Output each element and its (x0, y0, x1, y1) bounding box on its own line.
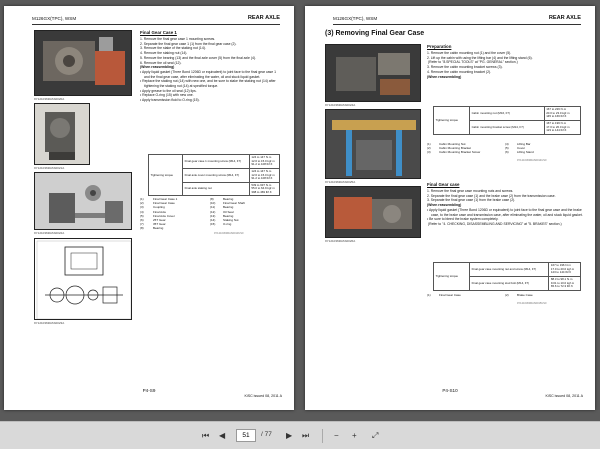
photo-final-gear-case-1 (34, 30, 132, 96)
header-section: REAR AXLE (548, 15, 581, 21)
torque-label: Tightening torque (434, 263, 470, 291)
issued-note: KiSC issued 08, 2011 A (545, 394, 583, 398)
zoom-in-icon[interactable]: + (352, 431, 357, 440)
torque-table (148, 154, 280, 196)
photo-final-gear-case (325, 186, 421, 238)
bullet-item: • Apply liquid gasket (Three Bond 1206D or equivalent) to joint face to the final gear case 1 and the final gear case, after eliminating the water, oil and stuck liquid gasket. (140, 69, 276, 79)
reference-id: 9Y1210363RAS0013US0 (214, 232, 244, 235)
step-item: 2. Separate the final gear case (1) and the brake case (2) from the transmission case. (427, 193, 556, 198)
toolbar-separator (322, 429, 323, 443)
page-header (32, 16, 280, 25)
bullet-item: • Apply liquid gasket (Three Bond 1206D or equivalent) to joint face to the final gear case and the brake case, to the brake case and transmission case, after eliminating the water, oil and stuck liquid gasket. (427, 207, 583, 217)
bullet-item: • Replace O-ring (15) with new one. (140, 93, 194, 98)
torque-value: 167 to 196 N·m 17.0 to 20.0 kgf·m 123 to 144 lbf·ft (549, 263, 581, 277)
preparation-title: Preparation (427, 44, 452, 49)
torque-value: 167 to 196 N·m 17.0 to 20.0 kgf·m 123 to 144 lbf·ft (544, 120, 580, 134)
procedure-preparation (427, 44, 583, 79)
reference-id: 9Y1210363RAS0014US0 (517, 159, 547, 162)
torque-label: Tightening torque (149, 155, 183, 196)
page-footer (4, 388, 294, 400)
reassembling-label: (When reassembling) (427, 203, 462, 208)
manual-page-left (4, 6, 294, 410)
torque-value: 167 to 226 N·m 20.0 to 23.0 kgf·m 145 to 166 lbf·ft (544, 107, 580, 121)
torque-item: Final axle cover mounting screw (M14, F7) (183, 168, 250, 182)
bullet-item: (Refer to "4. CHECKING, DISASSEMBLING AND SERVICING" at "5. BRAKES" section.) (428, 221, 562, 226)
torque-item: Cabin mounting bracket screw (M14, F7) (470, 120, 545, 134)
step-item: 1. Remove the cabin mounting nut (1) and the cover (5). (427, 51, 512, 56)
photo-cabin-mounting (325, 44, 421, 102)
page-number: P4-S10 (442, 388, 458, 393)
step-item: 6. Remove the oil seal (12). (140, 60, 182, 65)
page-total: / 77 (261, 431, 272, 438)
photo-lifting-stand (325, 109, 421, 179)
torque-value: 88.3 to 98.1 N·m 9.01 to 10.0 kgf·m 65.6 to 72.3 lbf·ft (549, 276, 581, 290)
bullet-item: • Apply grease to the oil seal (12) lips. (140, 88, 197, 93)
step-item: 4. Remove the cabin mounting bracket (2). (427, 69, 492, 74)
reassembling-label: (When reassembling) (427, 74, 462, 79)
photo-final-axle (34, 172, 132, 230)
step-list (427, 51, 583, 74)
parts-legend: (1) Final Gear Case 1 (8) Bearing (2) Final Gear Case (10) Final Gear Shaft (3) Coupling (11) Bearing (4) Final Axle (12) Oil Seal (5) Final Axle Cover (13) Bearing (6) 25T Gear (14) Staking Nut (7) 35T Gear (15) O-ring (8) Bearing (140, 197, 245, 231)
next-page-icon[interactable]: ▶ (286, 431, 293, 440)
step-item: 5. Remove the bearing (13) and the final axle cover (5) from the final axle (4). (140, 55, 256, 60)
step-item: 3. Separate the final gear case (1) from the brake case (2). (427, 198, 516, 203)
page-header (333, 16, 581, 25)
page-number: P4-S9 (142, 388, 156, 393)
procedure-title: Final Gear Case 1 (140, 30, 177, 35)
fit-page-icon[interactable]: ⤢ (372, 431, 379, 440)
header-model: M126GX(TPC), WSM (32, 16, 77, 21)
step-item: 2. Separate the final gear case 1 (1) from the final gear case (2). (140, 41, 237, 46)
step-item: 3. Remove the stake of the staking nut (14). (140, 46, 206, 51)
last-page-icon[interactable]: ⏭ (302, 431, 310, 440)
photo-caption: 9Y1210363RAS0023A (34, 321, 65, 325)
photo-final-gear-case-separated (34, 103, 90, 165)
torque-item: Final axle staking nut (183, 182, 250, 196)
issued-note: KiSC issued 08, 2011 A (244, 394, 282, 398)
photo-caption: 9Y1210363RAS0021A (34, 166, 65, 170)
photo-caption: 9Y1210363RAS0024A (325, 103, 356, 107)
step-item: 1. Remove the final gear case 1 mounting screws. (140, 37, 216, 42)
torque-table (433, 262, 581, 291)
procedure-final-gear-case (427, 182, 583, 227)
zoom-out-icon[interactable]: − (334, 431, 339, 440)
prev-page-icon[interactable]: ◀ (219, 431, 226, 440)
step-item: 3. Remove the cabin mounting bracket screws (3). (427, 65, 503, 70)
section-title: (3) Removing Final Gear Case (325, 30, 425, 37)
step-item: (Refer to "8.SPECIAL TOOLS" at "PG. GENERAL" section.) (428, 60, 518, 65)
header-model: M126GX(TPC), WSM (333, 16, 378, 21)
reference-id: 9Y1210363RAS0015US0 (517, 302, 547, 305)
step-item: 4. Remove the staking nut (14). (140, 51, 188, 56)
photo-caption: 9Y1210363RAS0022A (34, 231, 65, 235)
torque-table (433, 106, 581, 135)
page-number-input[interactable] (236, 429, 256, 442)
header-section: REAR AXLE (247, 15, 280, 21)
torque-label: Tightening torque (434, 107, 470, 135)
torque-value: 124 to 147 N·m 12.6 to 15.0 kgf·m 91.2 to 108 lbf·ft (249, 168, 279, 182)
viewer-toolbar (0, 421, 600, 449)
torque-item: Final gear case mounting nut and screw (M14, F7) (470, 263, 549, 277)
step-item: 2. Lift up the cabin with using the lifting bar (4) and the lifting stand (6). (427, 55, 533, 60)
page-footer (305, 388, 595, 400)
bullet-item: • Replace the staking nut (14) with new one, and be sure to stake the staking nut (14) after tightening the staking nut (14) at specified torque. (140, 79, 276, 88)
step-list (140, 37, 282, 65)
step-list (427, 189, 583, 203)
bullet-list (140, 70, 282, 103)
parts-legend: (1) Final Gear Case (2) Brake Case (427, 293, 533, 297)
final-gear-title: Final Gear case (427, 182, 460, 187)
photo-caption: 9Y1210363RAS0025A (325, 180, 356, 184)
torque-item: Cabin mounting nut (M16, F7) (470, 107, 545, 121)
procedure-final-gear-case-1 (140, 30, 282, 103)
torque-value: 124 to 147 N·m 12.6 to 15.0 kgf·m 91.2 to 108 lbf·ft (249, 155, 279, 169)
step-item: 1. Remove the final gear case mounting nuts and screws. (427, 189, 514, 194)
manual-page-right (305, 6, 595, 410)
bullet-item: • Apply transmission fluid to O-ring (15). (140, 98, 200, 103)
diagram-final-axle-exploded (34, 238, 132, 320)
reassembling-label: (When reassembling) (140, 65, 175, 70)
torque-item: Final gear case 1 mounting screw (M14, F7) (183, 155, 250, 169)
torque-item: Final gear case mounting stud bolt (M14, F7) (470, 276, 549, 290)
first-page-icon[interactable]: ⏮ (202, 431, 210, 440)
parts-legend: (1) Cabin Mounting Nut (4) Lifting Bar (2) Cabin Mounting Bracket (5) Cover (3) Cabin Mounting Bracket Screw (6) Lifting Stand (427, 142, 534, 155)
photo-caption: 9Y1210363RAS0026A (325, 239, 356, 243)
bullet-item: • Be sure to bleed the brake system completely. (427, 217, 499, 222)
torque-value: 539 to 637 N·m 55.0 to 64.9 kgf·m 398 to 469 lbf·ft (249, 182, 279, 196)
photo-caption: 9Y1210363RAS0020A (34, 97, 65, 101)
bullet-list (427, 208, 583, 227)
